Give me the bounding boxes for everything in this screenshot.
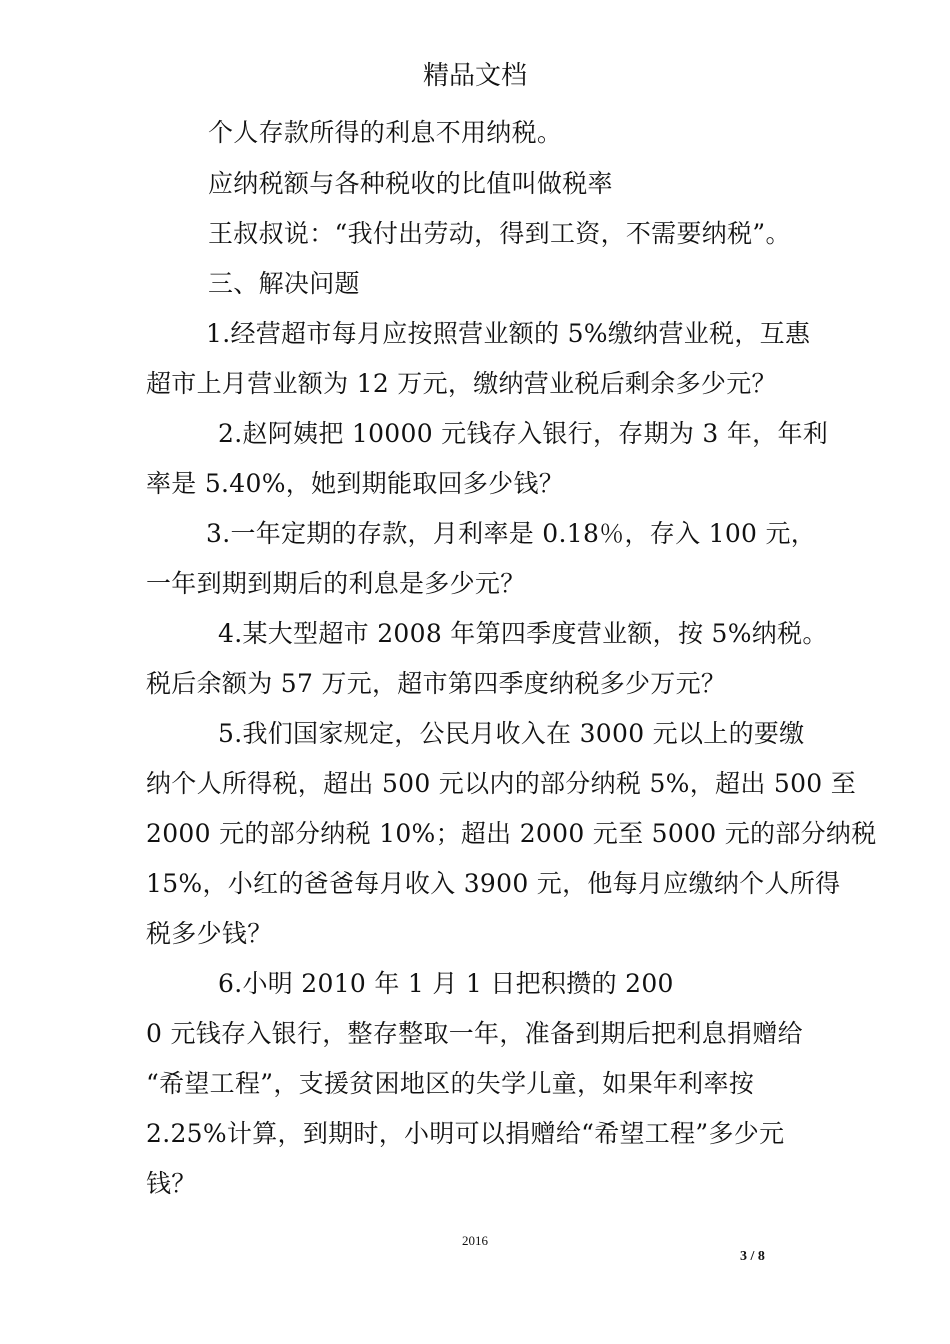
footer-year: 2016	[462, 1233, 488, 1248]
section-heading: 三、解决问题	[208, 269, 360, 298]
problem-4-line-2: 税后余额为 57 万元，超市第四季度纳税多少万元？	[146, 669, 727, 698]
problem-1-line-2: 超市上月营业额为 12 万元，缴纳营业税后剩余多少元？	[146, 369, 777, 398]
problem-3-line-2: 一年到期到期后的利息是多少元？	[146, 569, 526, 598]
page-header-title: 精品文档	[422, 61, 527, 91]
problem-4-line-1: 4.某大型超市 2008 年第四季度营业额，按 5%纳税。	[218, 619, 828, 648]
problem-5-line-2: 纳个人所得税，超出 500 元以内的部分纳税 5%，超出 500 至	[146, 769, 857, 798]
problem-2-line-1: 2.赵阿姨把 10000 元钱存入银行，存期为 3 年，年利	[218, 419, 829, 448]
problem-5-line-3: 2000 元的部分纳税 10%；超出 2000 元至 5000 元的部分纳税	[146, 819, 877, 848]
problem-5-line-1: 5.我们国家规定，公民月收入在 3000 元以上的要缴	[218, 719, 805, 748]
problem-5-line-4: 15%，小红的爸爸每月收入 3900 元，他每月应缴纳个人所得	[146, 869, 841, 898]
page-indicator: 3 / 8	[740, 1249, 765, 1264]
problem-5-line-5: 税多少钱？	[146, 919, 273, 948]
problem-2-line-2: 率是 5.40%，她到期能取回多少钱？	[146, 469, 565, 498]
problem-6-line-2: 0 元钱存入银行，整存整取一年，准备到期后把利息捐赠给	[146, 1019, 803, 1048]
text-line: 个人存款所得的利息不用纳税。	[208, 118, 563, 147]
problem-6-line-3: “希望工程”，支援贫困地区的失学儿童，如果年利率按	[146, 1069, 755, 1098]
problem-1-line-1: 1.经营超市每月应按照营业额的 5%缴纳营业税，互惠	[206, 319, 811, 348]
text-line: 应纳税额与各种税收的比值叫做税率	[208, 169, 613, 198]
problem-3-line-1: 3.一年定期的存款，月利率是 0.18％，存入 100 元，	[206, 519, 817, 548]
text-line: 王叔叔说：“我付出劳动，得到工资，不需要纳税”。	[208, 219, 791, 248]
problem-6-line-4: 2.25%计算，到期时，小明可以捐赠给“希望工程”多少元	[146, 1119, 785, 1148]
problem-6-line-5: 钱？	[146, 1169, 197, 1198]
problem-6-line-1: 6.小明 2010 年 1 月 1 日把积攒的 200	[218, 969, 674, 998]
